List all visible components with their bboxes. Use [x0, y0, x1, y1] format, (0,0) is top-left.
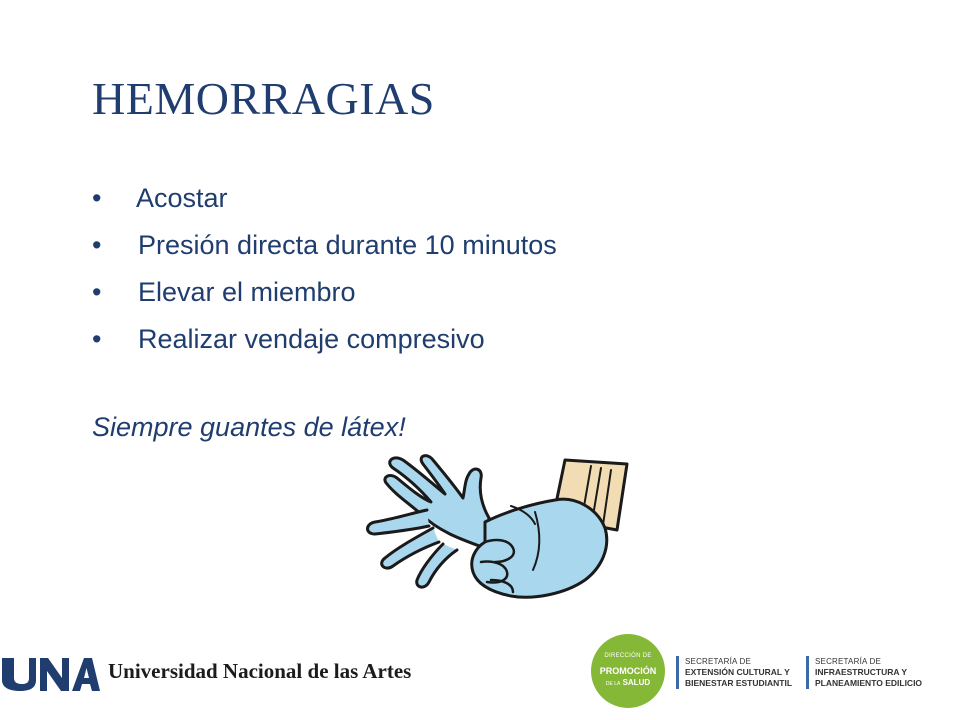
promo-line-2: PROMOCIÓN [599, 666, 657, 676]
promo-line-1: DIRECCIÓN DE [604, 653, 652, 659]
secretaria-infra-line-2: INFRAESTRUCTURA Y [815, 667, 908, 677]
secretaria-extension-line-1: SECRETARÍA DE [685, 657, 752, 666]
una-logo [0, 656, 100, 692]
bullet-text: Elevar el miembro [138, 277, 356, 307]
secretaria-extension [676, 656, 792, 689]
bullet-marker: • [92, 183, 102, 213]
secretaria-infra-line-3: PLANEAMIENTO EDILICIO [815, 678, 923, 688]
bullet-marker: • [92, 230, 102, 260]
bullet-text: Realizar vendaje compresivo [138, 324, 485, 354]
secretaria-infra-line-1: SECRETARÍA DE [815, 657, 882, 666]
promo-line-3-big: SALUD [622, 678, 651, 687]
gloves-note: Siempre guantes de látex! [92, 412, 406, 442]
slide-title: HEMORRAGIAS [92, 73, 435, 124]
gloved-hands-illustration [335, 452, 635, 602]
bullet-text: Acostar [136, 183, 228, 213]
bullet-text: Presión directa durante 10 minutos [138, 230, 557, 260]
secretaria-extension-line-3: BIENESTAR ESTUDIANTIL [685, 678, 793, 688]
promo-line-3 [591, 678, 665, 689]
bullet-marker: • [92, 277, 102, 307]
promocion-salud-badge [591, 634, 665, 708]
university-name: Universidad Nacional de las Artes [108, 659, 412, 683]
secretaria-extension-line-2: EXTENSIÓN CULTURAL Y [685, 667, 790, 677]
bullet-marker: • [92, 324, 102, 354]
secretaria-infraestructura [806, 656, 922, 689]
promo-line-3-small: DE LA [605, 681, 621, 687]
